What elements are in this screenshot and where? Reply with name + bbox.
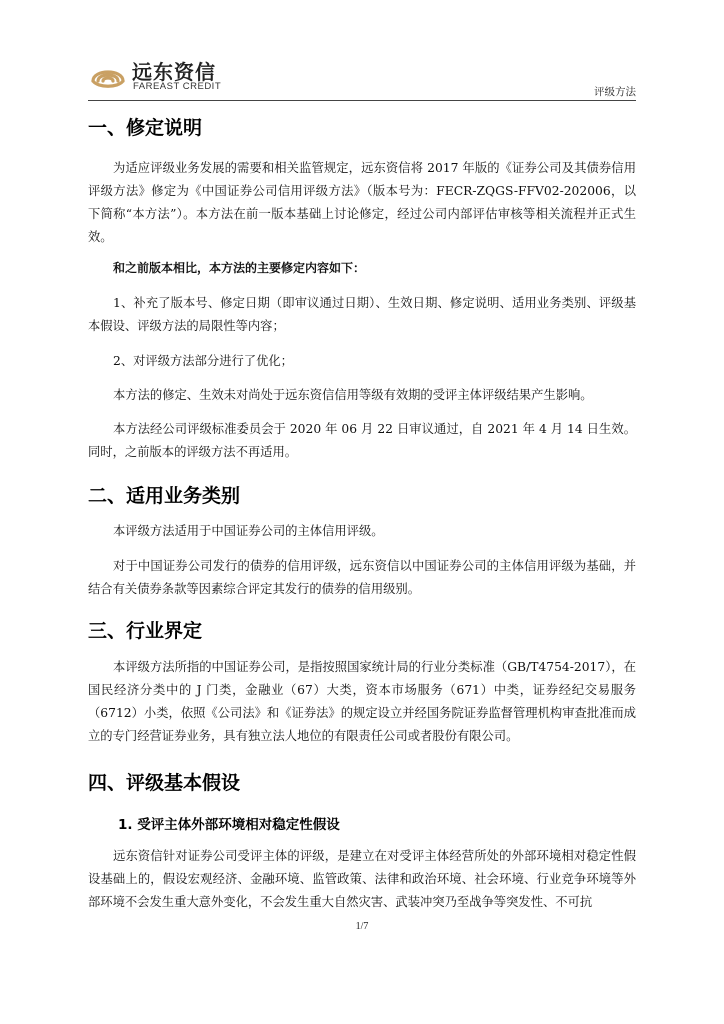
revision-intro-paragraph: 为适应评级业务发展的需要和相关监管规定，远东资信将 2017 年版的《证券公司及其债券信用评级方法》修定为《中国证券公司信用评级方法》（版本号为：FECR-ZQGS-FFV02-202006，以下简称“本方法”）。本方法在前一版本基础上讨论修定，经过公司内部评估审核等相关流程并正式生效。 [88, 161, 636, 244]
subsection-title-environment-stability: 1. 受评主体外部环境相对稳定性假设 [118, 817, 340, 833]
section-title-basic-assumptions: 四、评级基本假设 [88, 772, 241, 794]
document-type-label: 评级方法 [594, 86, 636, 98]
industry-definition-paragraph: 本评级方法所指的中国证券公司，是指按照国家统计局的行业分类标准（GB/T4754-2017），在国民经济分类中的 J 门类，金融业（67）大类，资本市场服务（671）中类，证券经纪交易服务（6712）小类，依照《公司法》和《证券法》的规定设立并经国务院证券监督管理机构审查批准而成立的专门经营证券业务，具有独立法人地位的有限责任公司或者股份有限公司。 [88, 660, 636, 743]
page-number: 1/7 [355, 921, 369, 932]
company-logo [88, 54, 258, 98]
scope-paragraph-2: 对于中国证券公司发行的债券的信用评级，远东资信以中国证券公司的主体信用评级为基础，并结合有关债券条款等因素综合评定其发行的债券的信用级别。 [88, 559, 636, 596]
section-title-industry-definition: 三、行业界定 [88, 620, 203, 642]
header-divider [88, 100, 636, 101]
page-header [88, 54, 636, 102]
environment-assumption-paragraph: 远东资信针对证券公司受评主体的评级，是建立在对受评主体经营所处的外部环境相对稳定性假设基础上的，假设宏观经济、金融环境、监管政策、法律和政治环境、社会环境、行业竞争环境等外部环境不会发生重大意外变化，不会发生重大自然灾害、武装冲突乃至战争等突发性、不可抗 [88, 849, 636, 909]
no-impact-paragraph: 本方法的修定、生效未对尚处于远东资信信用等级有效期的受评主体评级结果产生影响。 [113, 388, 593, 402]
changes-heading: 和之前版本相比，本方法的主要修定内容如下： [113, 261, 366, 275]
fareast-credit-logo-icon [88, 54, 128, 94]
section-title-applicable-business: 二、适用业务类别 [88, 485, 241, 507]
change-item-2: 2、对评级方法部分进行了优化； [113, 354, 293, 368]
logo-english-name: FAREAST CREDIT [133, 81, 222, 92]
scope-paragraph-1: 本评级方法适用于中国证券公司的主体信用评级。 [113, 524, 384, 538]
change-item-1: 1、补充了版本号、修定日期（即审议通过日期）、生效日期、修定说明、适用业务类别、评级基本假设、评级方法的局限性等内容； [88, 296, 636, 333]
logo-chinese-name: 远东资信 [132, 60, 216, 84]
effective-date-paragraph: 本方法经公司评级标准委员会于 2020 年 06 月 22 日审议通过，自 2021 年 4 月 14 日生效。同时，之前版本的评级方法不再适用。 [88, 422, 636, 459]
section-title-revision-notes: 一、修定说明 [88, 117, 203, 139]
